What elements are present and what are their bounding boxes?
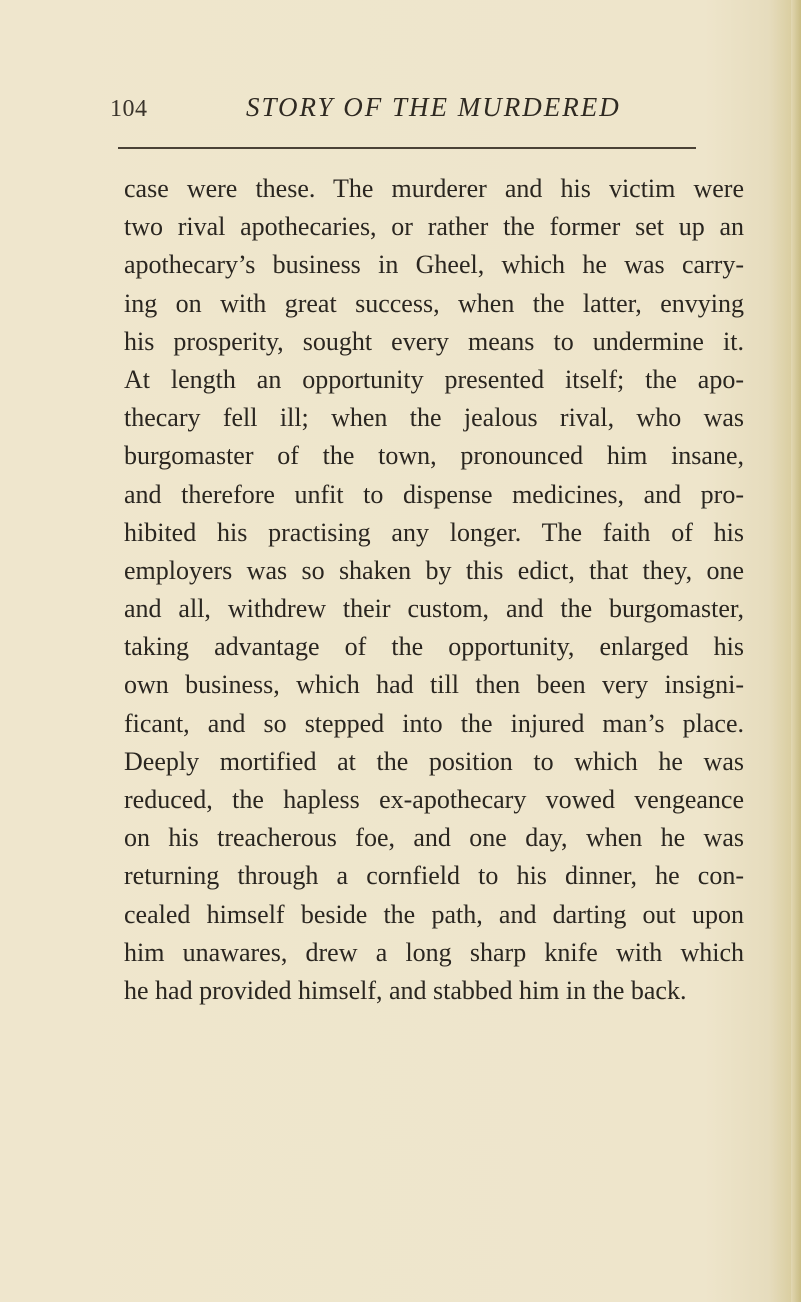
text-line: apothecary’s business in Gheel, which he was carry- [124,250,744,280]
text-line: case were these. The murderer and his victim were [124,174,744,203]
header-rule [118,147,696,149]
text-line: taking advantage of the opportunity, enlarged his [124,632,744,662]
text-line: ing on with great success, when the latter, envying [124,288,744,318]
text-line: he had provided himself, and stabbed him in the back. [124,975,687,1005]
text-line: thecary fell ill; when the jealous rival, who was [124,403,744,433]
text-line: and all, withdrew their custom, and the burgomaster, [124,594,744,624]
running-head: STORY OF THE MURDERED [246,92,621,122]
page-number: 104 [110,96,148,122]
text-line: own business, which had till then been very insigni- [124,670,744,700]
text-line: reduced, the hapless ex-apothecary vowed vengeance [124,785,744,814]
page-header [0,92,801,132]
text-line: and therefore unfit to dispense medicines, and pro- [124,479,744,509]
text-line: returning through a cornfield to his dinner, he con- [124,861,744,891]
text-line: employers was so shaken by this edict, that they, one [124,555,744,585]
page-edge-shadow [791,0,801,1302]
text-line: cealed himself beside the path, and darting out upon [124,899,744,929]
text-line: Deeply mortified at the position to which he was [124,746,744,776]
text-line: him unawares, drew a long sharp knife with which [124,937,744,967]
text-line: ficant, and so stepped into the injured man’s place. [124,708,744,738]
text-line: two rival apothecaries, or rather the former set up an [124,212,744,242]
text-line: At length an opportunity presented itself; the apo- [124,364,744,394]
text-line: on his treacherous foe, and one day, when he was [124,823,744,853]
body-text [124,170,744,1010]
text-line: his prosperity, sought every means to undermine it. [124,326,744,356]
text-line: burgomaster of the town, pronounced him insane, [124,441,744,471]
text-line: hibited his practising any longer. The faith of his [124,517,744,547]
